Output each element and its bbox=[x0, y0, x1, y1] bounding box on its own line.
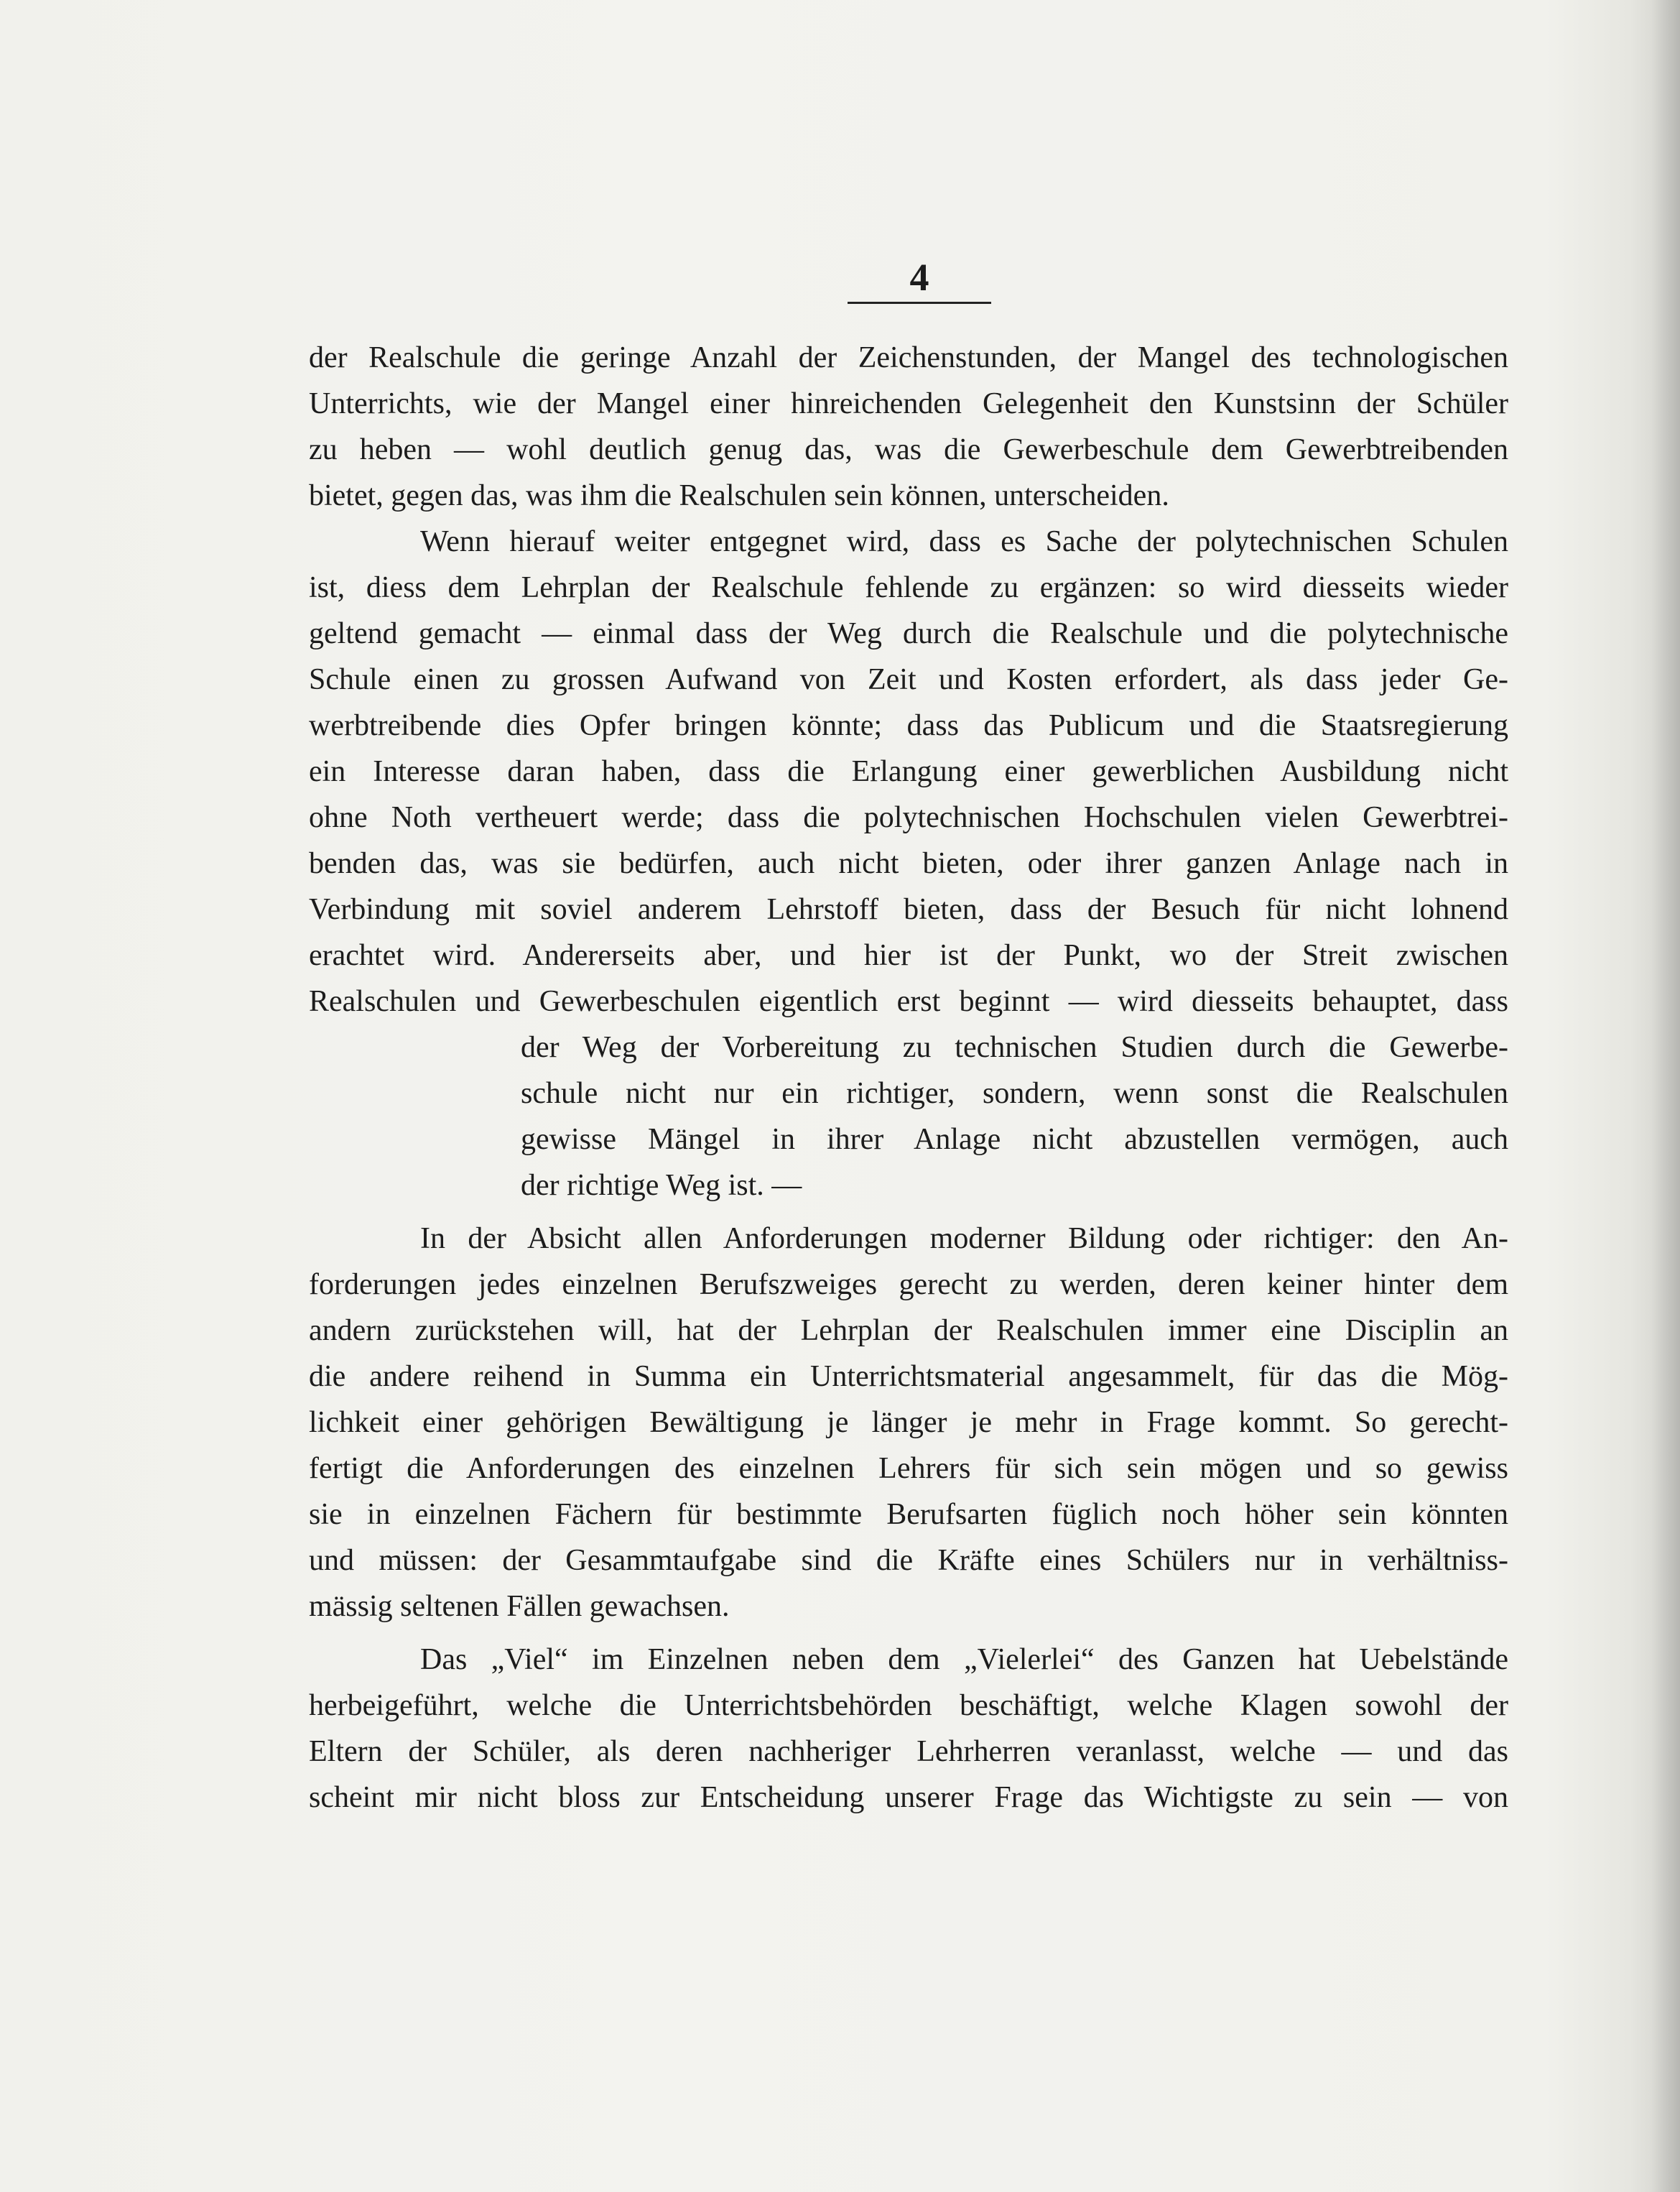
text-line: mässig seltenen Fällen gewachsen. bbox=[309, 1590, 730, 1623]
text-line: der Realschule die geringe Anzahl der Zeichenstunden, der Mangel des technologischen bbox=[309, 341, 1508, 374]
text-line: Schule einen zu grossen Aufwand von Zeit und Kosten erfordert, als dass jeder Ge- bbox=[309, 663, 1508, 696]
text-line: Wenn hierauf weiter entgegnet wird, dass es Sache der polytechnischen Schulen bbox=[420, 525, 1508, 558]
text-line: andern zurückstehen will, hat der Lehrplan der Realschulen immer eine Disciplin an bbox=[309, 1314, 1508, 1347]
text-line: benden das, was sie bedürfen, auch nicht bieten, oder ihrer ganzen Anlage nach in bbox=[309, 847, 1508, 880]
text-line: Realschulen und Gewerbeschulen eigentlich erst beginnt — wird diesseits behauptet, dass bbox=[309, 985, 1508, 1018]
text-line: ohne Noth vertheuert werde; dass die polytechnischen Hochschulen vielen Gewerbtrei- bbox=[309, 801, 1508, 834]
text-line: sie in einzelnen Fächern für bestimmte Berufsarten füglich noch höher sein könnten bbox=[309, 1498, 1508, 1531]
text-line: die andere reihend in Summa ein Unterrichtsmaterial angesammelt, für das die Mög- bbox=[309, 1360, 1508, 1393]
text-line: gewisse Mängel in ihrer Anlage nicht abzustellen vermögen, auch bbox=[521, 1123, 1508, 1156]
page-edge-shadow bbox=[1651, 0, 1680, 2192]
text-line: fertigt die Anforderungen des einzelnen Lehrers für sich sein mögen und so gewiss bbox=[309, 1452, 1508, 1485]
text-line: Verbindung mit soviel anderem Lehrstoff bieten, dass der Besuch für nicht lohnend bbox=[309, 893, 1508, 926]
text-line: und müssen: der Gesammtaufgabe sind die Kräfte eines Schülers nur in verhältniss- bbox=[309, 1544, 1508, 1577]
text-line: erachtet wird. Andererseits aber, und hier ist der Punkt, wo der Streit zwischen bbox=[309, 939, 1508, 972]
text-line: der richtige Weg ist. — bbox=[521, 1169, 802, 1202]
text-line: In der Absicht allen Anforderungen moderner Bildung oder richtiger: den An- bbox=[420, 1222, 1508, 1255]
page-number: 4 bbox=[909, 256, 929, 299]
text-line: ist, diess dem Lehrplan der Realschule fehlende zu ergänzen: so wird diesseits wieder bbox=[309, 571, 1508, 604]
text-line: werbtreibende dies Opfer bringen könnte; dass das Publicum und die Staatsregierung bbox=[309, 709, 1508, 742]
text-line: Unterrichts, wie der Mangel einer hinreichenden Gelegenheit den Kunstsinn der Schüler bbox=[309, 387, 1508, 420]
text-line: herbeigeführt, welche die Unterrichtsbehörden beschäftigt, welche Klagen sowohl der bbox=[309, 1689, 1508, 1722]
text-line: zu heben — wohl deutlich genug das, was die Gewerbeschule dem Gewerbtreibenden bbox=[309, 433, 1508, 466]
text-line: Eltern der Schüler, als deren nachheriger Lehrherren veranlasst, welche — und das bbox=[309, 1735, 1508, 1768]
text-line: lichkeit einer gehörigen Bewältigung je länger je mehr in Frage kommt. So gerecht- bbox=[309, 1406, 1508, 1439]
text-line: der Weg der Vorbereitung zu technischen Studien durch die Gewerbe- bbox=[521, 1031, 1508, 1064]
text-line: Das „Viel“ im Einzelnen neben dem „Vielerlei“ des Ganzen hat Uebelstände bbox=[420, 1643, 1508, 1676]
text-line: schule nicht nur ein richtiger, sondern, wenn sonst die Realschulen bbox=[521, 1077, 1508, 1110]
text-line: forderungen jedes einzelnen Berufszweiges gerecht zu werden, deren keiner hinter dem bbox=[309, 1268, 1508, 1301]
text-line: ein Interesse daran haben, dass die Erlangung einer gewerblichen Ausbildung nicht bbox=[309, 755, 1508, 788]
page-number-rule bbox=[848, 302, 991, 304]
text-line: scheint mir nicht bloss zur Entscheidung unserer Frage das Wichtigste zu sein — von bbox=[309, 1781, 1508, 1814]
text-line: bietet, gegen das, was ihm die Realschulen sein können, unterscheiden. bbox=[309, 479, 1169, 512]
text-line: geltend gemacht — einmal dass der Weg durch die Realschule und die polytechnische bbox=[309, 617, 1508, 650]
